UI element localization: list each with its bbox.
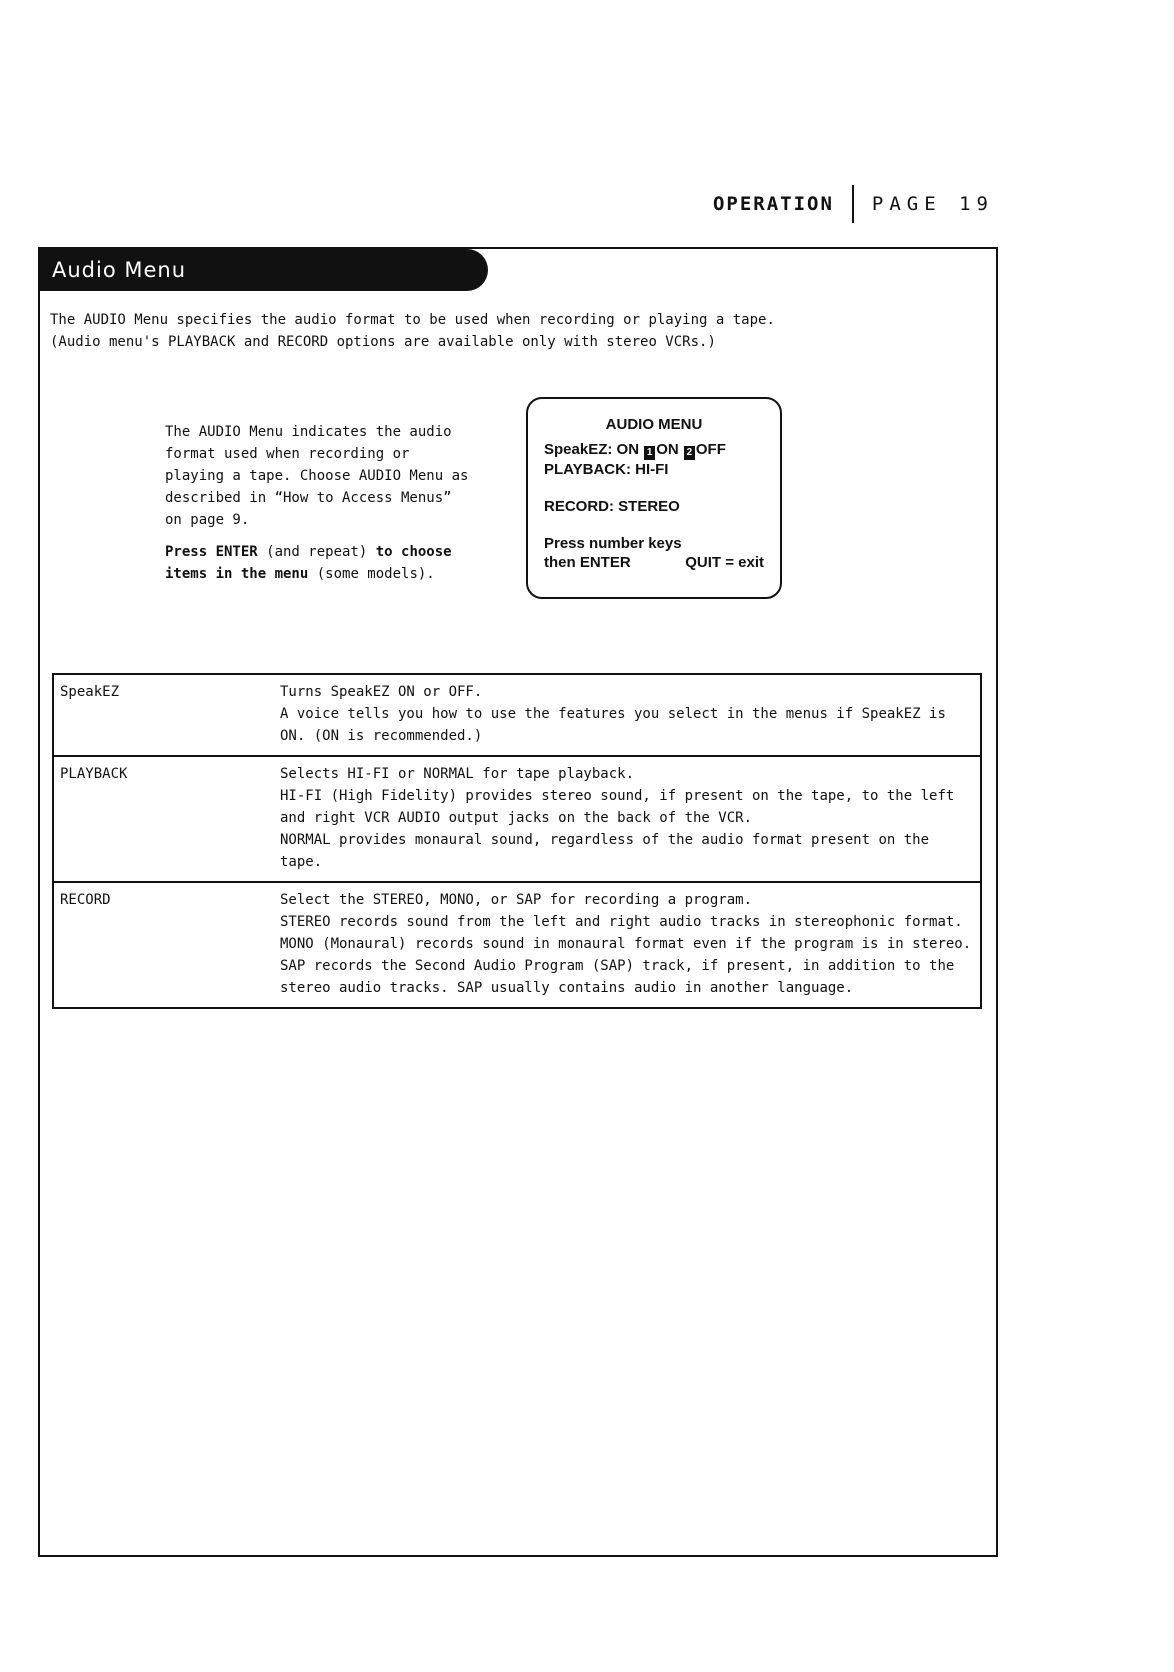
osd-option-on: ON <box>656 441 683 458</box>
row-line: STEREO records sound from the left and right audio tracks in stereophonic format. <box>280 914 963 930</box>
row-description <box>274 674 981 756</box>
number-key-2-icon: 2 <box>684 446 695 460</box>
table-row <box>53 756 981 882</box>
description-text: The AUDIO Menu indicates the audio format used when recording or playing a tape. Choose AUDIO Menu as described in “How to Access Menus” on page 9. <box>165 424 469 528</box>
page-title: Audio Menu <box>40 249 488 291</box>
osd-playback-row: PLAYBACK: HI-FI <box>544 461 669 478</box>
intro-text <box>50 309 950 353</box>
row-line: SAP records the Second Audio Program (SAP) track, if present, in addition to the stereo audio tracks. SAP usually contains audio in another language. <box>280 958 955 996</box>
osd-footer-line-2 <box>544 553 764 572</box>
section-title: OPERATION <box>712 193 834 215</box>
instruction-normal-2: (some models). <box>308 566 435 582</box>
intro-line-1: The AUDIO Menu specifies the audio format to be used when recording or playing a tape. <box>50 312 775 328</box>
instruction-bold-2: to choose items in the menu <box>165 544 452 582</box>
number-key-1-icon: 1 <box>644 446 655 460</box>
row-description <box>274 756 981 882</box>
audio-menu-screen <box>526 397 782 599</box>
row-line: HI-FI (High Fidelity) provides stereo sound, if present on the tape, to the left and right VCR AUDIO output jacks on the back of the VCR. <box>280 788 955 826</box>
row-line: MONO (Monaural) records sound in monaural format even if the program is in stereo. <box>280 936 972 952</box>
instruction-text <box>165 541 475 585</box>
table-row <box>53 674 981 756</box>
osd-record-row: RECORD: STEREO <box>544 498 680 515</box>
instruction-bold-1: Press ENTER <box>165 544 258 560</box>
osd-footer-left: then ENTER <box>544 554 631 571</box>
header-divider <box>852 185 854 223</box>
row-label: RECORD <box>53 882 274 1008</box>
menu-description <box>165 421 475 595</box>
row-line: Selects HI-FI or NORMAL for tape playback. <box>280 766 635 782</box>
table-row <box>53 882 981 1008</box>
row-line: A voice tells you how to use the features you select in the menus if SpeakEZ is ON. (ON is recommended.) <box>280 706 946 744</box>
row-line: Turns SpeakEZ ON or OFF. <box>280 684 483 700</box>
row-line: NORMAL provides monaural sound, regardless of the audio format present on the tape. <box>280 832 930 870</box>
osd-speakez-row <box>544 440 764 460</box>
page-header <box>713 184 994 224</box>
page-number: PAGE 19 <box>871 193 994 215</box>
intro-line-2: (Audio menu's PLAYBACK and RECORD options are available only with stereo VCRs.) <box>50 334 716 350</box>
osd-option-off: OFF <box>695 441 726 458</box>
audio-options-table <box>52 673 982 1009</box>
row-label: SpeakEZ <box>53 674 274 756</box>
row-line: Select the STEREO, MONO, or SAP for recording a program. <box>280 892 753 908</box>
row-description <box>274 882 981 1008</box>
instruction-normal-1: (and repeat) <box>257 544 376 560</box>
osd-title: AUDIO MENU <box>605 416 703 433</box>
osd-speakez-label: SpeakEZ: ON <box>544 441 644 458</box>
osd-footer-line-1: Press number keys <box>544 535 682 552</box>
osd-footer-right: QUIT = exit <box>685 554 764 571</box>
row-label: PLAYBACK <box>53 756 274 882</box>
